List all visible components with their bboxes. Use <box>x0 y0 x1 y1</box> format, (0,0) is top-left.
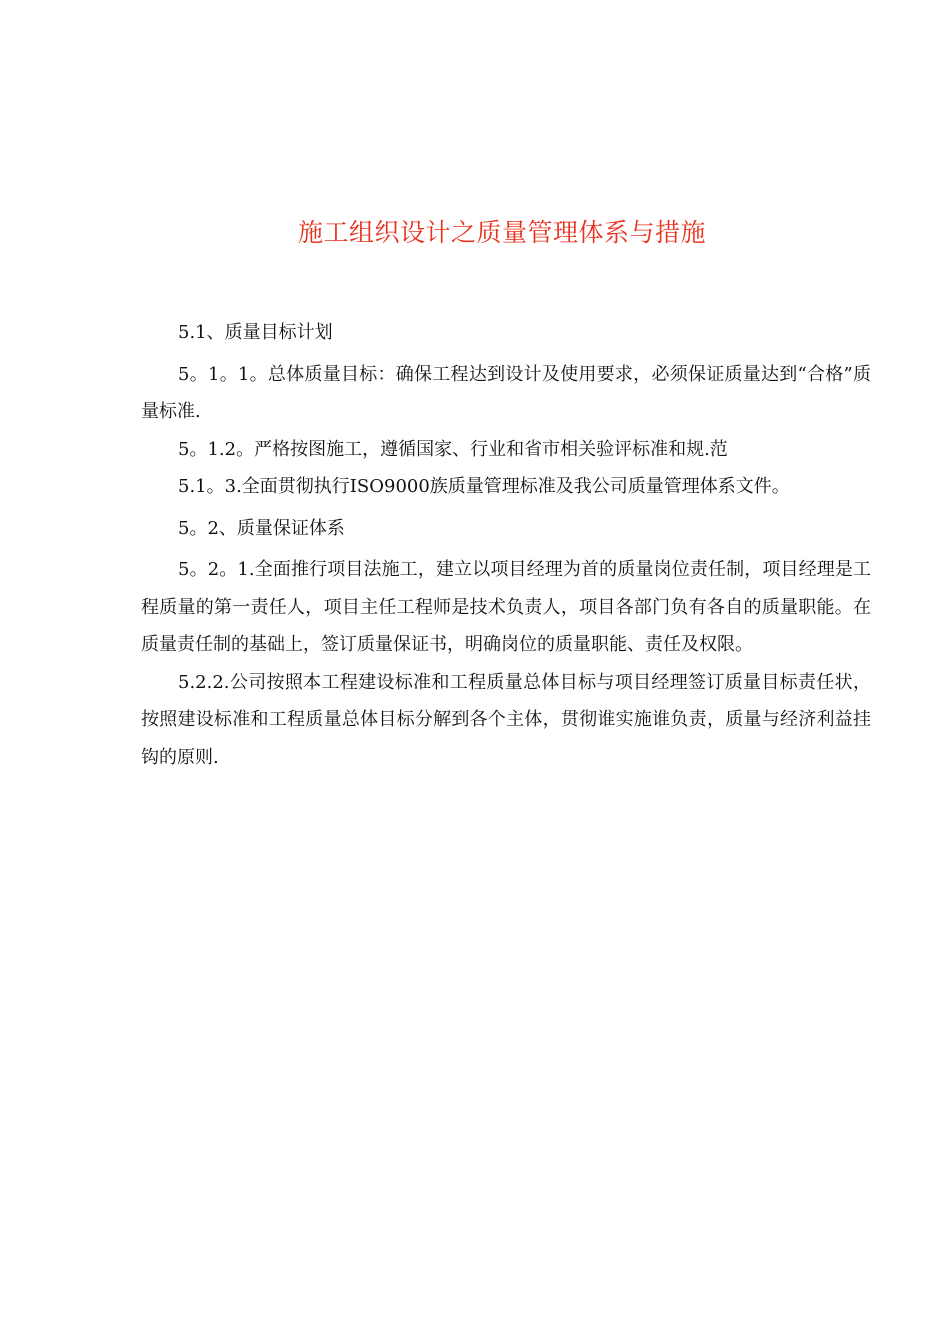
document-body <box>141 314 871 776</box>
paragraph: 5.1。3.全面贯彻执行ISO9000族质量管理标准及我公司质量管理体系文件。 <box>178 476 790 497</box>
section-heading: 5。2、质量保证体系 <box>178 517 345 539</box>
paragraph: 5。2。1.全面推行项目法施工，建立以项目经理为首的质量岗位责任制，项目经理是工程质量的第一责任人，项目主任工程师是技术负责人，项目各部门负有各自的质量职能。在质量责任制的基础上，签订质量保证书，明确岗位的质量职能、责任及权限。 <box>141 559 871 655</box>
paragraph: 5。1。1。总体质量目标：确保工程达到设计及使用要求，必须保证质量达到“合格”质量标准. <box>141 363 871 422</box>
document-title: 施工组织设计之质量管理体系与措施 <box>297 218 706 247</box>
paragraph: 5.2.2.公司按照本工程建设标准和工程质量总体目标与项目经理签订质量目标责任状，按照建设标准和工程质量总体目标分解到各个主体，贯彻谁实施谁负责，质量与经济利益挂钩的原则. <box>141 671 871 768</box>
paragraph: 5。1.2。严格按图施工，遵循国家、行业和省市相关验评标准和规.范 <box>178 438 728 460</box>
section-heading: 5.1、质量目标计划 <box>178 322 333 343</box>
